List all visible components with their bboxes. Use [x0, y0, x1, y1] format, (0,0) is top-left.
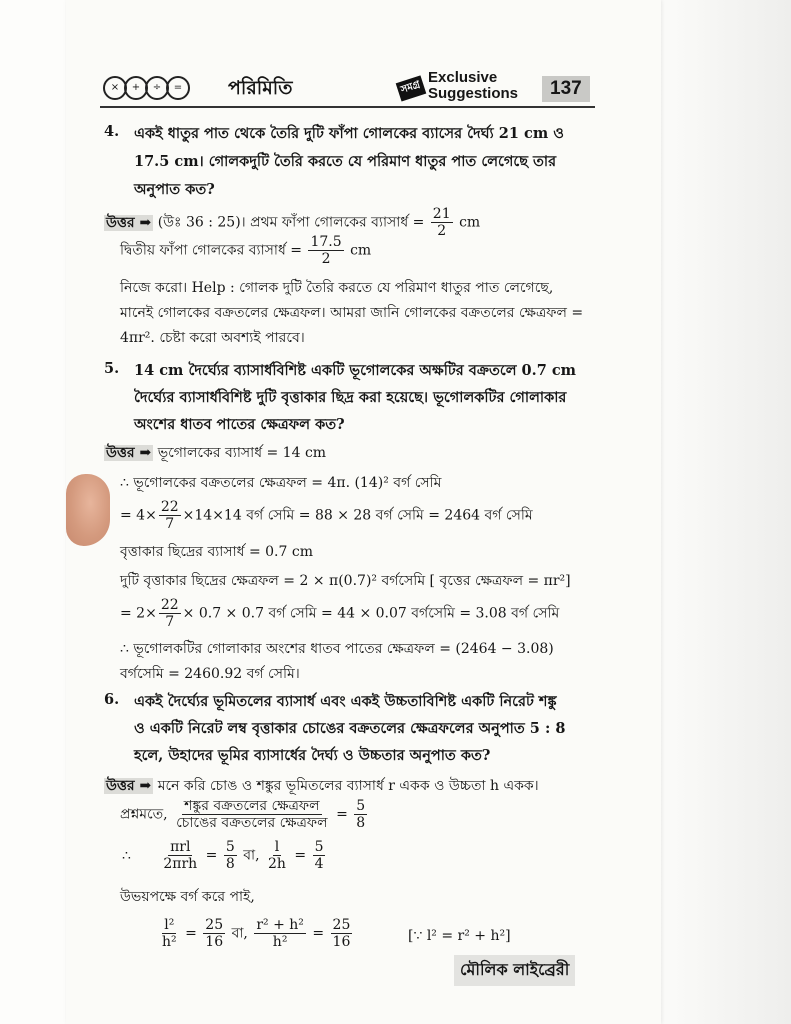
numerator: l	[274, 839, 280, 855]
q5-number: 5.	[104, 360, 120, 377]
numerator: 21	[432, 206, 451, 222]
math-symbols-logo	[106, 76, 190, 100]
numerator: l²	[164, 917, 175, 933]
equals: =	[294, 847, 307, 864]
q5-line2: দৈর্ঘ্যের ব্যাসার্ধবিশিষ্ট দুটি বৃত্তাকার ছিদ্র করা হয়েছে। ভূগোলকটির গোলাকার	[134, 389, 567, 406]
numerator: 22	[160, 499, 179, 515]
fraction	[203, 917, 225, 950]
a5-line5: দুটি বৃত্তাকার ছিদ্রের ক্ষেত্রফল = 2 × π(0.7)² বর্গসেমি [ বৃত্তের ক্ষেত্রফল = πr²]	[120, 573, 571, 589]
a5-line2: ∴ ভূগোলকের বক্রতলের ক্ষেত্রফল = 4π. (14)² বর্গ সেমি	[120, 475, 442, 491]
a5-line3	[120, 499, 533, 532]
fraction	[161, 839, 199, 872]
a5-line1-text: ভূগোলকের ব্যাসার্ধ = 14 cm	[157, 445, 327, 461]
answer-label: উত্তর ➡	[106, 445, 152, 461]
fraction	[224, 839, 237, 872]
a6-since-note: [∵ l² = r² + h²]	[408, 928, 511, 944]
numerator: r² + h²	[256, 917, 304, 933]
page-number: 137	[542, 76, 590, 102]
q5-line3: অংশের ধাতব পাতের ক্ষেত্রফল কত?	[134, 416, 345, 433]
denominator: 2h	[267, 856, 286, 872]
a6-line1	[104, 774, 539, 798]
numerator: 5	[314, 839, 324, 855]
q5-line1: 14 cm দৈর্ঘ্যের ব্যাসার্ধবিশিষ্ট একটি ভূগোলকের অক্ষটির বক্রতলে 0.7 cm	[134, 362, 577, 379]
exclusive-suggestions	[428, 70, 518, 102]
numerator: 5	[356, 798, 366, 814]
expr-prefix: = 2×	[120, 605, 157, 622]
q4-line3: অনুপাত কত?	[134, 181, 215, 198]
a5-line4: বৃত্তাকার ছিদ্রের ব্যাসার্ধ = 0.7 cm	[120, 544, 313, 560]
numerator: πrl	[170, 839, 191, 855]
fraction	[431, 206, 453, 239]
a5-line6	[120, 597, 559, 630]
expr-prefix: = 4×	[120, 507, 157, 524]
answer-label: উত্তর ➡	[106, 778, 152, 794]
header-rule	[100, 106, 595, 108]
a5-line1	[104, 441, 326, 465]
a4-line2	[120, 234, 371, 267]
equals: =	[205, 847, 218, 864]
equals: =	[336, 806, 348, 823]
a4-line4: মানেই গোলকের বক্রতলের ক্ষেত্রফল। আমরা জানি গোলকের বক্রতলের ক্ষেত্রফল =	[120, 305, 584, 321]
fraction	[308, 234, 343, 267]
a4-line2-text: দ্বিতীয় ফাঁপা গোলকের ব্যাসার্ধ =	[120, 242, 303, 259]
page-header	[100, 68, 595, 112]
background-shadow	[641, 0, 791, 1024]
denominator: 8	[356, 815, 366, 831]
a6-squared	[158, 917, 354, 950]
or-word: বা,	[243, 847, 260, 864]
q6-line2: ও একটি নিরেট লম্ব বৃত্তাকার চোঙের বক্রতলের ক্ষেত্রফলের অনুপাত 5 : 8	[134, 720, 566, 737]
denominator: 2πrh	[163, 856, 198, 872]
numerator: 17.5	[310, 234, 342, 250]
fraction	[313, 839, 326, 872]
a5-line8: বর্গসেমি = 2460.92 বর্গ সেমি।	[120, 666, 300, 682]
numerator: 22	[160, 597, 179, 613]
q6-line3: হলে, উহাদের ভূমির ব্যাসার্ধের দৈর্ঘ্য ও উচ্চতার অনুপাত কত?	[134, 747, 491, 764]
a6-line1-text: মনে করি চোঙ ও শঙ্কুর ভূমিতলের ব্যাসার্ধ r একক ও উচ্চতা h একক।	[157, 778, 539, 794]
denominator: 7	[165, 614, 175, 630]
q6-line1: একই দৈর্ঘ্যের ভূমিতলের ব্যাসার্ধ এবং একই উচ্চতাবিশিষ্ট একটি নিরেট শঙ্কু	[134, 693, 557, 710]
a6-square-line: উভয়পক্ষে বর্গ করে পাই,	[120, 889, 255, 905]
a6-proportion	[120, 798, 369, 831]
fraction	[159, 597, 181, 630]
divide-symbol-icon: ÷	[145, 76, 169, 100]
denominator: 7	[165, 516, 175, 532]
fraction	[174, 798, 330, 831]
fraction	[354, 798, 367, 831]
numerator: 5	[225, 839, 235, 855]
fraction	[266, 839, 288, 872]
suggestions-label: Suggestions	[428, 85, 519, 102]
a5-line7: ∴ ভূগোলকটির গোলাকার অংশের ধাতব পাতের ক্ষেত্রফল = (2464 − 3.08)	[120, 641, 554, 657]
q6-number: 6.	[104, 691, 120, 708]
denominator: 2	[321, 251, 331, 267]
proportion-label: প্রশ্নমতে,	[120, 806, 168, 823]
numerator: 25	[332, 917, 351, 933]
brand-badge: সমগ্র	[396, 76, 426, 102]
q4-number: 4.	[104, 123, 120, 140]
plus-symbol-icon: +	[124, 76, 148, 100]
thumb-finger	[66, 474, 110, 546]
equals: =	[185, 925, 197, 942]
fraction	[331, 917, 353, 950]
publisher-footer: মৌলিক লাইব্রেরী	[454, 955, 575, 986]
expr-suffix: × 0.7 × 0.7 বর্গ সেমি = 44 × 0.07 বর্গসেমি = 3.08 বর্গ সেমি	[182, 605, 560, 622]
fraction	[160, 917, 179, 950]
fraction	[254, 917, 306, 950]
denominator: h²	[162, 934, 177, 950]
multiply-symbol-icon: ×	[103, 76, 127, 100]
numerator: 25	[205, 917, 224, 933]
a4-line3: নিজে করো। Help : গোলক দুটি তৈরি করতে যে পরিমাণ ধাতুর পাত লেগেছে,	[120, 280, 554, 296]
exclusive-label: Exclusive	[428, 69, 498, 86]
expr-suffix: ×14×14 বর্গ সেমি = 88 × 28 বর্গ সেমি = 2464 বর্গ সেমি	[182, 507, 533, 524]
chapter-title: পরিমিতি	[228, 77, 293, 99]
denominator: 4	[314, 856, 324, 872]
fraction	[159, 499, 181, 532]
denominator: 16	[332, 934, 351, 950]
q4-line2: 17.5 cm। গোলকদুটি তৈরি করতে যে পরিমাণ ধাতুর পাত লেগেছে তার	[134, 153, 557, 170]
a4-line5: 4πr². চেষ্টা করো অবশ্যই পারবে।	[120, 330, 305, 346]
a4-line1-text: (উঃ 36 : 25)। প্রথম ফাঁপা গোলকের ব্যাসার্ধ =	[157, 214, 425, 231]
numerator: শঙ্কুর বক্রতলের ক্ষেত্রফল	[184, 798, 320, 814]
q4-line1: একই ধাতুর পাত থেকে তৈরি দুটি ফাঁপা গোলকের ব্যাসের দৈর্ঘ্য 21 cm ও	[134, 125, 564, 142]
a6-therefore	[122, 839, 327, 872]
unit: cm	[459, 214, 481, 231]
or-word: বা,	[231, 925, 248, 942]
denominator: 2	[437, 223, 447, 239]
unit: cm	[350, 242, 372, 259]
equals-symbol-icon: =	[166, 76, 190, 100]
equals: =	[312, 925, 325, 942]
denominator: 8	[225, 856, 235, 872]
denominator: h²	[272, 934, 288, 950]
therefore-symbol: ∴	[122, 847, 131, 864]
denominator: 16	[205, 934, 224, 950]
denominator: চোঙের বক্রতলের ক্ষেত্রফল	[176, 815, 328, 831]
answer-label: উত্তর ➡	[106, 214, 152, 231]
